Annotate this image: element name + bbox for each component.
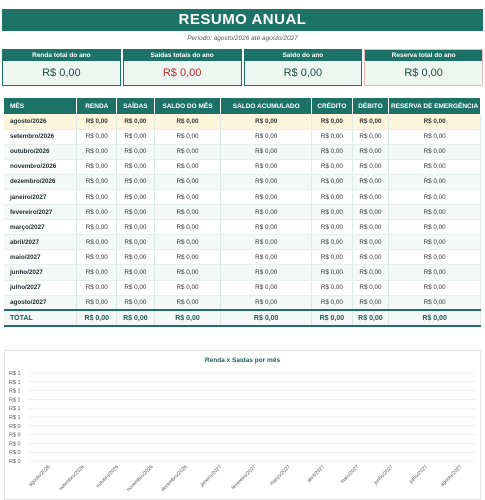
table-row <box>4 129 481 144</box>
month-cell[interactable]: agosto/2027 <box>4 295 77 310</box>
value-cell[interactable]: R$ 0,00 <box>117 235 155 250</box>
value-cell[interactable]: R$ 0,00 <box>389 265 481 280</box>
month-cell[interactable]: novembro/2026 <box>4 159 77 174</box>
y-tick-label: R$ 1 <box>9 388 21 395</box>
month-cell[interactable]: outubro/2026 <box>4 144 77 159</box>
balance-card-value: R$ 0,00 <box>245 61 362 85</box>
value-cell[interactable]: R$ 0,00 <box>389 250 481 265</box>
value-cell[interactable]: R$ 0,00 <box>352 189 388 204</box>
value-cell[interactable]: R$ 0,00 <box>77 235 117 250</box>
value-cell[interactable]: R$ 0,00 <box>312 144 353 159</box>
month-cell[interactable]: janeiro/2027 <box>4 189 77 204</box>
month-cell[interactable]: junho/2027 <box>4 265 77 280</box>
value-cell[interactable]: R$ 0,00 <box>352 295 388 310</box>
balance-card <box>244 49 363 86</box>
y-tick-label: R$ 1 <box>9 371 21 377</box>
value-cell[interactable]: R$ 0,00 <box>389 235 481 250</box>
month-cell[interactable]: agosto/2026 <box>4 114 77 129</box>
value-cell[interactable]: R$ 0,00 <box>117 189 155 204</box>
value-cell[interactable]: R$ 0,00 <box>389 114 481 129</box>
value-cell[interactable]: R$ 0,00 <box>312 265 353 280</box>
reserve-card-value: R$ 0,00 <box>365 61 482 85</box>
x-tick-label: setembro/2026 <box>58 464 86 493</box>
value-cell[interactable]: R$ 0,00 <box>221 220 312 235</box>
x-tick-label: março/2027 <box>268 464 292 488</box>
value-cell[interactable]: R$ 0,00 <box>389 159 481 174</box>
total-value[interactable]: R$ 0,00 <box>312 310 353 326</box>
x-tick-label: agosto/2026 <box>27 464 52 488</box>
value-cell[interactable]: R$ 0,00 <box>154 129 221 144</box>
value-cell[interactable]: R$ 0,00 <box>154 189 221 204</box>
x-tick-label: fevereiro/2027 <box>230 464 258 492</box>
reserve-card <box>364 49 483 86</box>
chart-canvas <box>5 351 482 500</box>
x-tick-label: junho/2027 <box>372 464 395 486</box>
month-cell[interactable]: abril/2027 <box>4 235 77 250</box>
y-tick-label: R$ 1 <box>9 415 21 421</box>
x-tick-label: outubro/2026 <box>95 464 121 490</box>
value-cell[interactable]: R$ 0,00 <box>77 265 117 280</box>
value-cell[interactable]: R$ 0,00 <box>312 205 353 220</box>
value-cell[interactable]: R$ 0,00 <box>389 295 481 310</box>
value-cell[interactable]: R$ 0,00 <box>221 189 312 204</box>
total-value[interactable]: R$ 0,00 <box>154 310 221 326</box>
value-cell[interactable]: R$ 0,00 <box>77 250 117 265</box>
table-row <box>4 174 481 189</box>
header-month-balance[interactable]: SALDO DO MÊS <box>154 98 221 114</box>
month-cell[interactable]: março/2027 <box>4 220 77 235</box>
month-cell[interactable]: julho/2027 <box>4 280 77 295</box>
value-cell[interactable]: R$ 0,00 <box>154 265 221 280</box>
x-tick-label: agosto/2027 <box>439 464 464 488</box>
value-cell[interactable]: R$ 0,00 <box>117 205 155 220</box>
value-cell[interactable]: R$ 0,00 <box>312 189 353 204</box>
value-cell[interactable]: R$ 0,00 <box>312 280 353 295</box>
value-cell[interactable]: R$ 0,00 <box>389 144 481 159</box>
summary-cards <box>2 49 483 86</box>
total-row <box>4 310 481 326</box>
total-value[interactable]: R$ 0,00 <box>352 310 388 326</box>
month-cell[interactable]: dezembro/2026 <box>4 174 77 189</box>
table-row <box>4 250 481 265</box>
value-cell[interactable]: R$ 0,00 <box>221 114 312 129</box>
value-cell[interactable]: R$ 0,00 <box>77 205 117 220</box>
value-cell[interactable]: R$ 0,00 <box>352 250 388 265</box>
value-cell[interactable]: R$ 0,00 <box>77 295 117 310</box>
header-credit[interactable]: CRÉDITO <box>312 98 353 114</box>
y-tick-label: R$ 0 <box>9 450 21 457</box>
value-cell[interactable]: R$ 0,00 <box>117 265 155 280</box>
month-cell[interactable]: fevereiro/2027 <box>4 205 77 220</box>
chart-title: Renda x Saídas por mês <box>204 357 281 364</box>
value-cell[interactable]: R$ 0,00 <box>77 159 117 174</box>
header-accumulated-balance[interactable]: SALDO ACUMULADO <box>221 98 312 114</box>
value-cell[interactable]: R$ 0,00 <box>117 144 155 159</box>
y-tick-label: R$ 1 <box>9 379 21 386</box>
expenses-card <box>123 49 242 86</box>
expenses-card-value: R$ 0,00 <box>124 61 241 85</box>
x-tick-label: abril/2027 <box>306 464 327 484</box>
value-cell[interactable]: R$ 0,00 <box>389 189 481 204</box>
monthly-table <box>4 98 481 327</box>
table-row <box>4 205 481 220</box>
x-tick-label: janeiro/2027 <box>199 464 224 488</box>
header-month[interactable]: MÊS <box>4 98 77 114</box>
value-cell[interactable]: R$ 0,00 <box>77 174 117 189</box>
table-row <box>4 114 481 129</box>
value-cell[interactable]: R$ 0,00 <box>154 250 221 265</box>
value-cell[interactable]: R$ 0,00 <box>312 174 353 189</box>
value-cell[interactable]: R$ 0,00 <box>221 129 312 144</box>
value-cell[interactable]: R$ 0,00 <box>352 265 388 280</box>
value-cell[interactable]: R$ 0,00 <box>154 295 221 310</box>
value-cell[interactable]: R$ 0,00 <box>221 159 312 174</box>
value-cell[interactable]: R$ 0,00 <box>154 114 221 129</box>
total-value[interactable]: R$ 0,00 <box>77 310 117 326</box>
value-cell[interactable]: R$ 0,00 <box>117 280 155 295</box>
y-tick-label: R$ 0 <box>9 432 21 439</box>
table-row <box>4 220 481 235</box>
table-row <box>4 144 481 159</box>
x-tick-label: novembro/2026 <box>125 464 155 493</box>
value-cell[interactable]: R$ 0,00 <box>389 220 481 235</box>
table-header-row <box>4 98 481 114</box>
income-card-value: R$ 0,00 <box>3 61 120 85</box>
value-cell[interactable]: R$ 0,00 <box>154 174 221 189</box>
period-label: Período: agosto/2026 até agosto/2027 <box>187 35 298 42</box>
value-cell[interactable]: R$ 0,00 <box>352 159 388 174</box>
value-cell[interactable]: R$ 0,00 <box>312 235 353 250</box>
value-cell[interactable]: R$ 0,00 <box>312 159 353 174</box>
income-card <box>2 49 121 86</box>
x-tick-label: julho/2027 <box>408 464 429 485</box>
value-cell[interactable]: R$ 0,00 <box>312 250 353 265</box>
value-cell[interactable]: R$ 0,00 <box>352 174 388 189</box>
value-cell[interactable]: R$ 0,00 <box>312 220 353 235</box>
value-cell[interactable]: R$ 0,00 <box>352 129 388 144</box>
header-debit[interactable]: DÉBITO <box>352 98 388 114</box>
value-cell[interactable]: R$ 0,00 <box>221 235 312 250</box>
x-tick-label: maio/2027 <box>339 464 361 485</box>
table-row <box>4 265 481 280</box>
value-cell[interactable]: R$ 0,00 <box>154 205 221 220</box>
value-cell[interactable]: R$ 0,00 <box>352 144 388 159</box>
y-tick-label: R$ 1 <box>9 406 21 413</box>
value-cell[interactable]: R$ 0,00 <box>352 205 388 220</box>
total-value[interactable]: R$ 0,00 <box>117 310 155 326</box>
table-row <box>4 159 481 174</box>
total-label[interactable]: TOTAL <box>4 310 77 326</box>
month-cell[interactable]: setembro/2026 <box>4 129 77 144</box>
value-cell[interactable]: R$ 0,00 <box>389 205 481 220</box>
value-cell[interactable]: R$ 0,00 <box>154 159 221 174</box>
value-cell[interactable]: R$ 0,00 <box>352 220 388 235</box>
value-cell[interactable]: R$ 0,00 <box>221 295 312 310</box>
x-tick-label: dezembro/2026 <box>159 464 189 493</box>
value-cell[interactable]: R$ 0,00 <box>77 129 117 144</box>
y-tick-label: R$ 0 <box>9 441 21 448</box>
value-cell[interactable]: R$ 0,00 <box>352 280 388 295</box>
value-cell[interactable]: R$ 0,00 <box>117 174 155 189</box>
value-cell[interactable]: R$ 0,00 <box>77 280 117 295</box>
value-cell[interactable]: R$ 0,00 <box>117 250 155 265</box>
total-value[interactable]: R$ 0,00 <box>221 310 312 326</box>
income-expenses-chart <box>4 350 481 500</box>
value-cell[interactable]: R$ 0,00 <box>389 280 481 295</box>
value-cell[interactable]: R$ 0,00 <box>221 250 312 265</box>
value-cell[interactable]: R$ 0,00 <box>117 295 155 310</box>
month-cell[interactable]: maio/2027 <box>4 250 77 265</box>
y-tick-label: R$ 1 <box>9 397 21 404</box>
value-cell[interactable]: R$ 0,00 <box>117 220 155 235</box>
table-row <box>4 295 481 310</box>
value-cell[interactable]: R$ 0,00 <box>312 129 353 144</box>
header-emergency-reserve[interactable]: RESERVA DE EMERGÊNCIA <box>389 98 481 114</box>
y-tick-label: R$ 0 <box>9 459 21 465</box>
value-cell[interactable]: R$ 0,00 <box>117 129 155 144</box>
value-cell[interactable]: R$ 0,00 <box>154 280 221 295</box>
expenses-card-label: Saídas totais do ano <box>124 50 241 61</box>
value-cell[interactable]: R$ 0,00 <box>221 205 312 220</box>
table-row <box>4 235 481 250</box>
value-cell[interactable]: R$ 0,00 <box>154 235 221 250</box>
value-cell[interactable]: R$ 0,00 <box>352 114 388 129</box>
value-cell[interactable]: R$ 0,00 <box>221 265 312 280</box>
total-value[interactable]: R$ 0,00 <box>389 310 481 326</box>
value-cell[interactable]: R$ 0,00 <box>77 144 117 159</box>
header-expenses[interactable]: SAÍDAS <box>117 98 155 114</box>
y-tick-label: R$ 0 <box>9 423 21 430</box>
value-cell[interactable]: R$ 0,00 <box>77 189 117 204</box>
value-cell[interactable]: R$ 0,00 <box>117 159 155 174</box>
reserve-card-label: Reserva total do ano <box>365 50 482 61</box>
value-cell[interactable]: R$ 0,00 <box>117 114 155 129</box>
value-cell[interactable]: R$ 0,00 <box>77 220 117 235</box>
value-cell[interactable]: R$ 0,00 <box>221 280 312 295</box>
table-row <box>4 280 481 295</box>
page-title: RESUMO ANUAL <box>2 9 483 31</box>
value-cell[interactable]: R$ 0,00 <box>221 174 312 189</box>
balance-card-label: Saldo do ano <box>245 50 362 61</box>
value-cell[interactable]: R$ 0,00 <box>352 235 388 250</box>
table-row <box>4 189 481 204</box>
value-cell[interactable]: R$ 0,00 <box>154 144 221 159</box>
value-cell[interactable]: R$ 0,00 <box>77 114 117 129</box>
value-cell[interactable]: R$ 0,00 <box>389 174 481 189</box>
value-cell[interactable]: R$ 0,00 <box>389 129 481 144</box>
value-cell[interactable]: R$ 0,00 <box>312 295 353 310</box>
header-income[interactable]: RENDA <box>77 98 117 114</box>
value-cell[interactable]: R$ 0,00 <box>312 114 353 129</box>
value-cell[interactable]: R$ 0,00 <box>221 144 312 159</box>
income-card-label: Renda total do ano <box>3 50 120 61</box>
value-cell[interactable]: R$ 0,00 <box>154 220 221 235</box>
